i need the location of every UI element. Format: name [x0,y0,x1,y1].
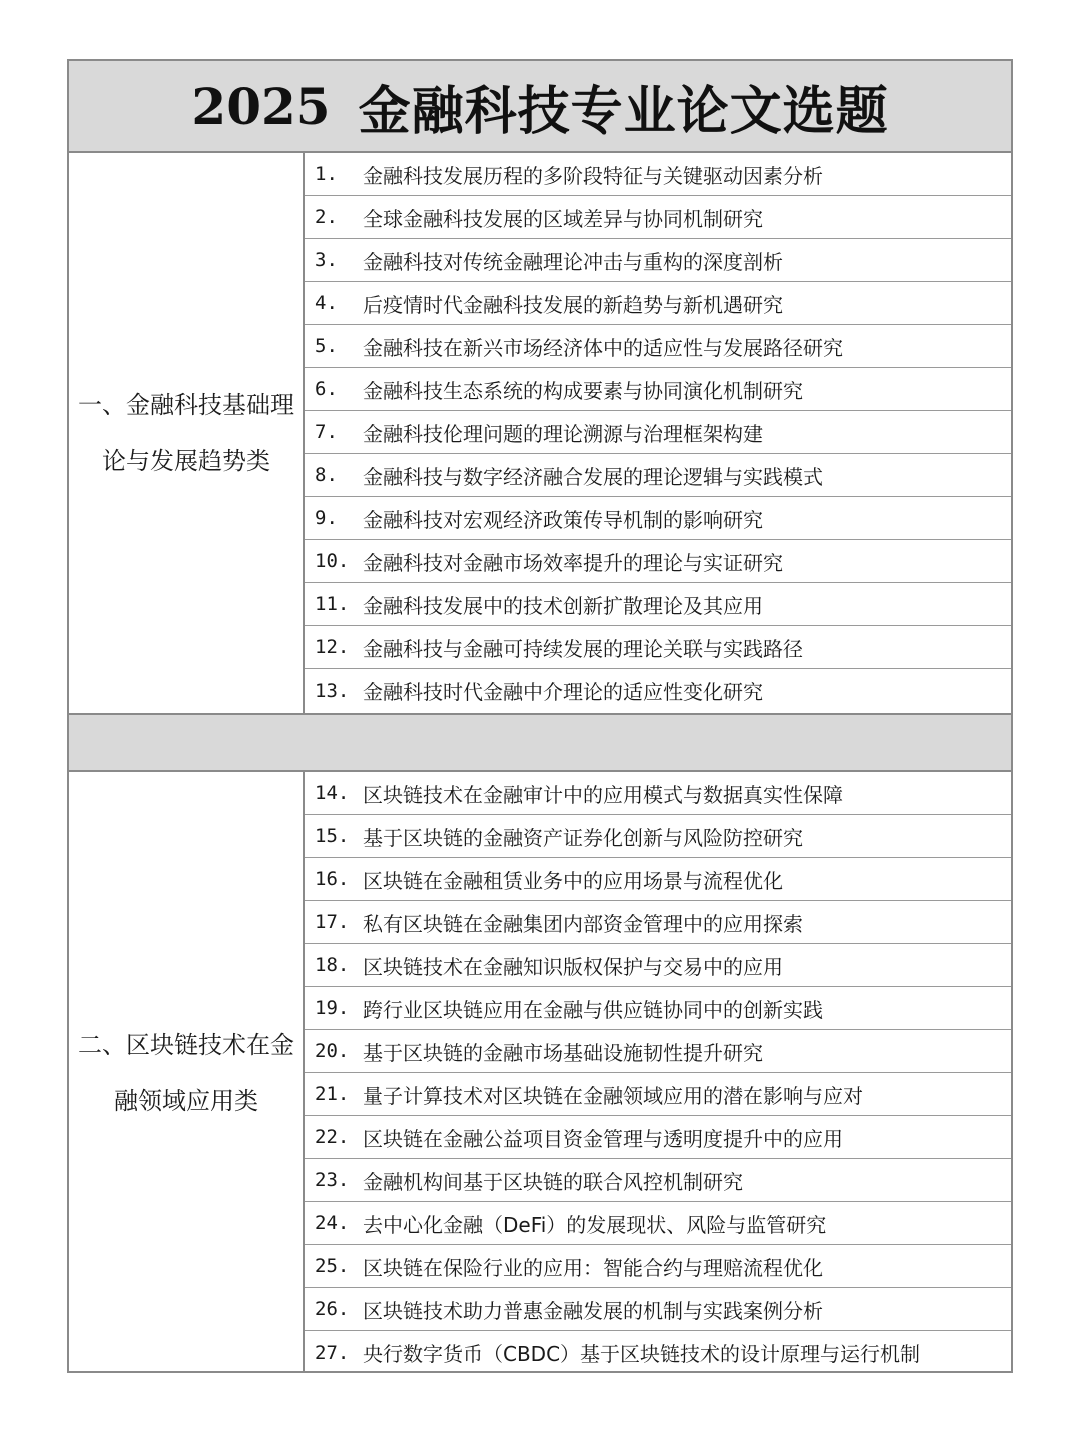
topic-number: 1. [315,163,338,185]
topic-number: 6. [315,378,338,400]
topic-number: 17. [315,911,350,933]
topic-list [305,772,1011,1374]
topic-row [305,858,1011,901]
topic-title: 后疫情时代金融科技发展的新趋势与新机遇研究 [363,292,783,317]
topic-number: 20. [315,1040,350,1062]
topic-title: 全球金融科技发展的区域差异与协同机制研究 [363,206,763,231]
topic-number: 25. [315,1255,350,1277]
topic-title: 去中心化金融（DeFi）的发展现状、风险与监管研究 [363,1212,827,1237]
topic-row [305,583,1011,626]
topic-title: 区块链技术在金融审计中的应用模式与数据真实性保障 [363,782,843,807]
topic-row [305,669,1011,712]
topic-number: 16. [315,868,350,890]
section-blockchain-applications [69,772,1011,1373]
topic-title: 金融机构间基于区块链的联合风控机制研究 [363,1169,743,1194]
topic-number: 14. [315,782,350,804]
topic-title: 区块链在保险行业的应用：智能合约与理赔流程优化 [363,1255,823,1280]
topic-row [305,1030,1011,1073]
topic-number: 3. [315,249,338,271]
topic-number: 24. [315,1212,350,1234]
topic-row [305,368,1011,411]
topic-row [305,1116,1011,1159]
topic-title: 区块链在金融公益项目资金管理与透明度提升中的应用 [363,1126,843,1151]
topic-number: 23. [315,1169,350,1191]
topic-row [305,454,1011,497]
topic-title: 金融科技在新兴市场经济体中的适应性与发展路径研究 [363,335,843,360]
topic-title: 量子计算技术对区块链在金融领域应用的潜在影响与应对 [363,1083,863,1108]
topic-number: 9. [315,507,338,529]
category-cell [69,153,305,713]
category-label-line1: 二、区块链技术在金 [78,1030,294,1059]
topic-title: 金融科技与金融可持续发展的理论关联与实践路径 [363,636,803,661]
topic-number: 8. [315,464,338,486]
topic-title: 金融科技生态系统的构成要素与协同演化机制研究 [363,378,803,403]
topic-number: 11. [315,593,350,615]
topic-number: 4. [315,292,338,314]
title-bar [69,61,1011,153]
category-label-line2: 论与发展趋势类 [102,447,270,475]
topic-title: 金融科技与数字经济融合发展的理论逻辑与实践模式 [363,464,823,489]
topic-number: 2. [315,206,338,228]
topic-row [305,153,1011,196]
topic-number: 26. [315,1298,350,1320]
topic-title: 金融科技发展中的技术创新扩散理论及其应用 [363,593,763,618]
topic-row [305,772,1011,815]
topic-row [305,901,1011,944]
topic-row [305,1245,1011,1288]
title-year: 2025 [191,76,331,136]
topic-title: 区块链技术在金融知识版权保护与交易中的应用 [363,954,783,979]
topic-title: 区块链技术助力普惠金融发展的机制与实践案例分析 [363,1298,823,1323]
topic-row [305,282,1011,325]
section-divider [69,713,1011,772]
page-title: 金融科技专业论文选题 [358,80,889,142]
category-label-line2: 融领域应用类 [114,1086,258,1115]
topic-row [305,987,1011,1030]
topic-number: 21. [315,1083,350,1105]
topic-row [305,1288,1011,1331]
topic-table [67,59,1013,1373]
category-cell [69,772,305,1373]
category-label-line1: 一、金融科技基础理 [78,391,294,419]
topic-title: 央行数字货币（CBDC）基于区块链技术的设计原理与运行机制 [363,1342,921,1366]
topic-title: 金融科技时代金融中介理论的适应性变化研究 [363,680,763,704]
category-label [76,1017,296,1129]
topic-row [305,196,1011,239]
topic-row [305,411,1011,454]
topic-number: 13. [315,679,350,702]
topic-row [305,944,1011,987]
topic-number: 7. [315,421,338,443]
topic-title: 金融科技对宏观经济政策传导机制的影响研究 [363,507,763,532]
topic-title: 金融科技发展历程的多阶段特征与关键驱动因素分析 [363,163,823,188]
topic-number: 5. [315,335,338,357]
topic-number: 10. [315,550,350,572]
topic-row [305,815,1011,858]
topic-title: 基于区块链的金融资产证券化创新与风险防控研究 [363,825,803,850]
category-label [76,377,296,489]
topic-row [305,626,1011,669]
topic-title: 金融科技伦理问题的理论溯源与治理框架构建 [363,421,763,446]
topic-number: 12. [315,636,350,658]
topic-row [305,325,1011,368]
topic-row [305,239,1011,282]
section-fintech-theory [69,153,1011,713]
topic-title: 基于区块链的金融市场基础设施韧性提升研究 [363,1040,763,1065]
topic-number: 19. [315,997,350,1019]
topic-number: 18. [315,954,350,976]
topic-row [305,1202,1011,1245]
topic-title: 金融科技对金融市场效率提升的理论与实证研究 [363,550,783,575]
topic-title: 私有区块链在金融集团内部资金管理中的应用探索 [363,911,803,936]
topic-number: 27. [315,1341,350,1364]
topic-row [305,1331,1011,1374]
topic-title: 金融科技对传统金融理论冲击与重构的深度剖析 [363,249,783,274]
topic-row [305,1073,1011,1116]
topic-list [305,153,1011,712]
topic-title: 区块链在金融租赁业务中的应用场景与流程优化 [363,868,783,893]
topic-number: 15. [315,825,350,847]
topic-row [305,1159,1011,1202]
topic-row [305,497,1011,540]
topic-title: 跨行业区块链应用在金融与供应链协同中的创新实践 [363,997,823,1022]
topic-number: 22. [315,1126,350,1148]
topic-row [305,540,1011,583]
